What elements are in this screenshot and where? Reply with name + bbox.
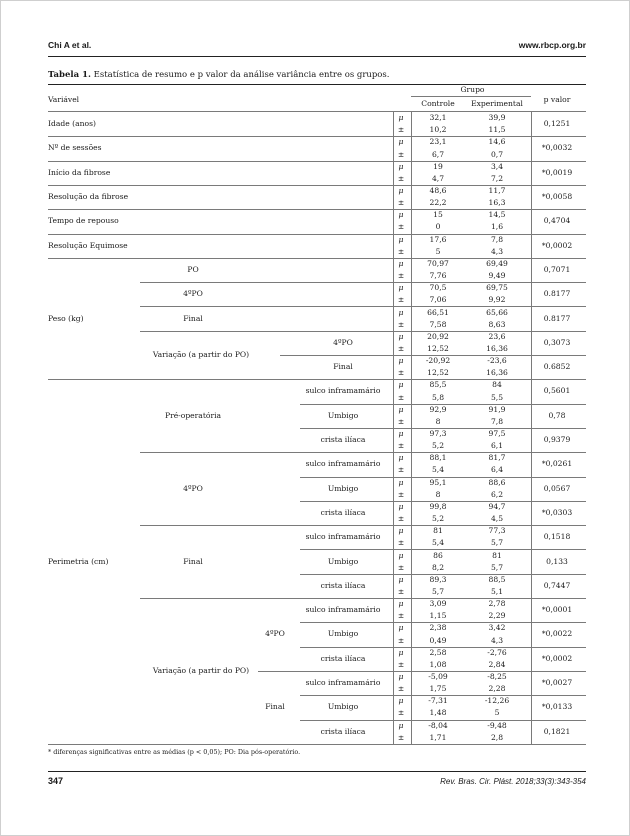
value-sd-experimental: 6,2: [490, 489, 504, 499]
value-p: 0,1251: [543, 119, 571, 129]
value-sd-experimental: 9,92: [488, 295, 506, 305]
value-sd-experimental: 4,3: [490, 246, 504, 256]
value-mean-experimental: 7,8: [490, 234, 504, 244]
value-p: 0,5601: [543, 386, 571, 396]
mean-symbol: μ: [398, 599, 404, 609]
value-sd-experimental: 4,3: [490, 635, 504, 645]
value-mean-control: 70,5: [429, 283, 447, 293]
mean-symbol: μ: [398, 161, 404, 171]
subgroup-divider: [140, 452, 586, 453]
row-label-site: sulco inframamário: [305, 605, 381, 615]
value-sd-experimental: 9,49: [488, 271, 506, 281]
site-divider: [300, 428, 586, 429]
value-p: 0,133: [546, 556, 568, 566]
value-sd-experimental: 16,36: [486, 344, 508, 354]
value-mean-experimental: 97,5: [488, 429, 506, 439]
site-divider: [300, 622, 586, 623]
row-label-site: crista ilíaca: [320, 653, 366, 663]
mean-symbol: μ: [398, 720, 404, 730]
value-sd-control: 7,58: [429, 319, 447, 329]
site-divider: [300, 695, 586, 696]
value-mean-control: 95,1: [429, 477, 447, 487]
value-mean-experimental: -12,26: [484, 696, 510, 706]
row-label-site: Umbigo: [327, 410, 359, 420]
value-mean-experimental: 69,75: [486, 283, 508, 293]
table-footnote: * diferenças significativas entre as médias (p < 0,05); PO: Dia pós-operatório.: [48, 748, 301, 756]
row-label-site: sulco inframamário: [305, 532, 381, 542]
row-label-subgroup: PO: [187, 265, 199, 275]
value-mean-control: 85,5: [429, 380, 447, 390]
value-sd-control: 6,7: [431, 149, 445, 159]
value-mean-experimental: -23,6: [487, 356, 507, 366]
mean-symbol: μ: [398, 186, 404, 196]
value-sd-control: 5,2: [431, 514, 445, 524]
value-p: *0,0032: [541, 143, 573, 153]
row-label-site: crista ilíaca: [320, 581, 366, 591]
sd-symbol: ±: [397, 441, 405, 451]
site-divider: [300, 404, 586, 405]
value-sd-control: 5,7: [431, 587, 445, 597]
subgroup-divider: [140, 282, 586, 283]
value-sd-control: 1,71: [429, 732, 447, 742]
row-label-subgroup: Pré-operatória: [164, 410, 222, 420]
value-p: *0,0303: [541, 508, 573, 518]
value-sd-experimental: 11,5: [488, 125, 506, 135]
value-sd-experimental: 5,7: [490, 562, 504, 572]
row-label-subgroup: Variação (a partir do PO): [152, 666, 250, 676]
period-divider: [258, 671, 586, 672]
value-p: *0,0058: [541, 192, 573, 202]
row-label-site: sulco inframamário: [305, 459, 381, 469]
value-sd-control: 5,2: [431, 441, 445, 451]
section-divider: [48, 234, 586, 235]
value-mean-control: 19: [433, 161, 443, 171]
site-divider: [300, 549, 586, 550]
mean-symbol: μ: [398, 502, 404, 512]
running-head-website: www.rbcp.org.br: [518, 40, 586, 50]
section-divider: [48, 379, 586, 380]
mean-symbol: μ: [398, 647, 404, 657]
mean-symbol: μ: [398, 332, 404, 341]
value-mean-control: -20,92: [425, 356, 451, 366]
symbol-column-rule: [393, 112, 394, 744]
column-header-group: Grupo: [460, 85, 485, 95]
value-sd-control: 8: [435, 489, 441, 499]
value-mean-experimental: 88,6: [488, 477, 506, 487]
value-p: *0,0261: [541, 459, 573, 469]
running-head-authors: Chi A et al.: [48, 40, 92, 50]
value-mean-control: 3,09: [429, 599, 447, 609]
value-sd-experimental: 2,29: [488, 611, 506, 621]
sd-symbol: ±: [397, 344, 405, 354]
sd-symbol: ±: [397, 319, 405, 329]
value-mean-experimental: 2,78: [488, 599, 506, 609]
value-sd-control: 12,52: [427, 344, 449, 354]
row-label-period: 4ºPO: [333, 338, 353, 348]
value-sd-experimental: 0,7: [490, 149, 504, 159]
value-p: 0,7447: [543, 581, 571, 591]
value-sd-experimental: 16,3: [488, 198, 506, 208]
value-mean-control: 23,1: [429, 137, 447, 147]
subgroup-divider: [140, 525, 586, 526]
row-label-variable: Resolução da fibrose: [48, 192, 129, 202]
value-sd-control: 7,76: [429, 271, 447, 281]
column-header-experimental: Experimental: [471, 99, 523, 109]
value-sd-control: 5,4: [431, 465, 445, 475]
sd-symbol: ±: [397, 271, 405, 281]
row-label-variable: Início da fibrose: [48, 167, 111, 177]
value-sd-control: 5,4: [431, 538, 445, 548]
table-caption-text: Estatística de resumo e p valor da análise variância entre os grupos.: [90, 70, 390, 80]
table-top-rule: [48, 84, 586, 85]
value-sd-control: 12,52: [427, 368, 449, 378]
value-mean-experimental: 11,7: [488, 186, 506, 196]
section-divider: [48, 744, 586, 745]
value-sd-experimental: 1,6: [490, 222, 504, 232]
footer-rule: [48, 771, 586, 772]
row-label-site: Umbigo: [327, 556, 359, 566]
sd-symbol: ±: [397, 368, 405, 378]
sd-symbol: ±: [397, 538, 405, 548]
mean-symbol: μ: [398, 234, 404, 244]
value-mean-experimental: 77,3: [488, 526, 506, 536]
value-mean-experimental: -2,76: [487, 647, 507, 657]
sd-symbol: ±: [397, 514, 405, 524]
value-mean-control: 15: [433, 210, 443, 220]
row-label-site: crista ilíaca: [320, 435, 366, 445]
mean-symbol: μ: [398, 429, 404, 439]
value-p: 0.8177: [543, 313, 571, 323]
row-label-period: 4ºPO: [265, 629, 285, 639]
value-mean-control: -5,09: [428, 672, 448, 682]
row-label-site: sulco inframamário: [305, 386, 381, 396]
value-sd-control: 0,49: [429, 635, 447, 645]
mean-symbol: μ: [398, 210, 404, 220]
value-p: 0,1518: [543, 532, 571, 542]
sd-symbol: ±: [397, 125, 405, 135]
sd-symbol: ±: [397, 417, 405, 426]
value-mean-experimental: 88,5: [488, 575, 506, 584]
row-label-site: crista ilíaca: [320, 508, 366, 518]
column-header-control: Controle: [421, 99, 455, 109]
mean-symbol: μ: [398, 623, 404, 633]
value-mean-experimental: 81: [492, 550, 502, 560]
row-label-subgroup: Final: [183, 313, 203, 323]
sd-symbol: ±: [397, 222, 405, 232]
sd-symbol: ±: [397, 732, 405, 742]
value-sd-control: 10,2: [429, 125, 447, 135]
journal-citation: Rev. Bras. Cir. Plást. 2018;33(3):343-354: [440, 777, 586, 786]
value-sd-control: 5,8: [431, 392, 445, 402]
value-mean-experimental: 14,6: [488, 137, 506, 147]
value-mean-control: 66,51: [427, 307, 449, 317]
value-sd-experimental: 4,5: [490, 514, 504, 524]
row-label-subgroup: 4ºPO: [183, 483, 203, 493]
value-mean-control: 32,1: [429, 113, 447, 123]
value-sd-control: 1,15: [429, 611, 447, 621]
value-mean-experimental: -8,25: [487, 672, 507, 682]
mean-symbol: μ: [398, 113, 404, 123]
value-mean-experimental: 94,7: [488, 502, 506, 512]
value-mean-experimental: 14,5: [488, 210, 506, 220]
row-label-variable: Resolução Equimose: [48, 240, 128, 250]
value-mean-control: 81: [433, 526, 443, 536]
column-header-variable: Variável: [48, 95, 80, 105]
value-mean-experimental: 39,9: [488, 113, 506, 123]
value-p: 0,9379: [543, 435, 571, 445]
value-mean-control: -7,31: [428, 696, 448, 706]
value-mean-control: 97,3: [429, 429, 447, 439]
value-p: 0,78: [548, 410, 566, 420]
mean-symbol: μ: [398, 526, 404, 536]
row-label-subgroup: Final: [183, 556, 203, 566]
group-header-rule: [411, 96, 531, 97]
value-p: *0,0002: [541, 240, 573, 250]
value-sd-control: 8,2: [431, 562, 445, 572]
value-sd-control: 0: [435, 222, 441, 232]
sd-symbol: ±: [397, 174, 405, 183]
value-mean-experimental: 23,6: [488, 332, 506, 341]
row-label-variable: Peso (kg): [48, 313, 84, 323]
value-sd-control: 5: [435, 246, 441, 256]
value-mean-experimental: 84: [492, 380, 502, 390]
header-bottom-rule: [48, 111, 586, 112]
value-sd-experimental: 6,1: [490, 441, 504, 451]
value-p: 0.8177: [543, 289, 571, 299]
value-mean-control: 20,92: [427, 332, 449, 341]
sd-symbol: ±: [397, 198, 405, 208]
sd-symbol: ±: [397, 295, 405, 305]
sd-symbol: ±: [397, 392, 405, 402]
value-mean-experimental: 69,49: [486, 259, 508, 269]
site-divider: [300, 647, 586, 648]
sd-symbol: ±: [397, 489, 405, 499]
value-p: 0,7071: [543, 265, 571, 275]
value-sd-experimental: 2,8: [490, 732, 504, 742]
site-divider: [300, 477, 586, 478]
row-label-site: Umbigo: [327, 483, 359, 493]
value-mean-experimental: 91,9: [488, 404, 506, 414]
value-mean-control: 99,8: [429, 502, 447, 512]
value-mean-control: 17,6: [429, 234, 447, 244]
mean-symbol: μ: [398, 575, 404, 584]
sd-symbol: ±: [397, 246, 405, 256]
value-mean-control: -8,04: [428, 720, 448, 730]
value-sd-control: 1,48: [429, 708, 447, 718]
row-label-site: Umbigo: [327, 702, 359, 712]
site-divider: [300, 501, 586, 502]
value-sd-control: 22,2: [429, 198, 447, 208]
sd-symbol: ±: [397, 465, 405, 475]
mean-symbol: μ: [398, 404, 404, 414]
mean-symbol: μ: [398, 356, 404, 366]
section-divider: [48, 161, 586, 162]
sd-symbol: ±: [397, 660, 405, 669]
value-mean-control: 86: [433, 550, 443, 560]
value-p: *0,0001: [541, 605, 573, 615]
value-sd-control: 1,08: [429, 660, 447, 669]
value-sd-experimental: 7,2: [490, 174, 504, 183]
sd-symbol: ±: [397, 562, 405, 572]
row-label-variable: Idade (anos): [48, 119, 96, 129]
mean-symbol: μ: [398, 137, 404, 147]
sd-symbol: ±: [397, 587, 405, 597]
value-sd-experimental: 7,8: [490, 417, 504, 426]
value-sd-experimental: 8,63: [488, 319, 506, 329]
value-sd-experimental: 5,5: [490, 392, 504, 402]
mean-symbol: μ: [398, 672, 404, 682]
value-p: *0,0133: [541, 702, 573, 712]
value-sd-experimental: 16,36: [486, 368, 508, 378]
value-mean-control: 92,9: [429, 404, 447, 414]
value-sd-experimental: 5,7: [490, 538, 504, 548]
mean-symbol: μ: [398, 696, 404, 706]
row-label-site: sulco inframamário: [305, 678, 381, 688]
page-number: 347: [48, 776, 64, 786]
row-label-variable: Nº de sessões: [48, 143, 102, 153]
table-caption-label: Tabela 1.: [48, 70, 91, 80]
row-label-period: Final: [333, 362, 353, 372]
sd-symbol: ±: [397, 684, 405, 694]
value-mean-experimental: 65,66: [486, 307, 508, 317]
sd-symbol: ±: [397, 611, 405, 621]
value-mean-experimental: -9,48: [487, 720, 507, 730]
site-divider: [300, 574, 586, 575]
value-p: 0,4704: [543, 216, 571, 226]
subgroup-divider: [140, 331, 586, 332]
value-sd-control: 7,06: [429, 295, 447, 305]
row-label-site: Umbigo: [327, 629, 359, 639]
value-p: *0,0019: [541, 167, 573, 177]
row-label-site: crista ilíaca: [320, 726, 366, 736]
value-mean-experimental: 3,42: [488, 623, 506, 633]
value-p: 0.6852: [543, 362, 571, 372]
mean-symbol: μ: [398, 259, 404, 269]
value-p: *0,0022: [541, 629, 573, 639]
mean-symbol: μ: [398, 380, 404, 390]
sd-symbol: ±: [397, 149, 405, 159]
sd-symbol: ±: [397, 708, 405, 718]
value-mean-control: 70,97: [427, 259, 449, 269]
value-p: 0,3073: [543, 338, 571, 348]
value-sd-experimental: 5: [494, 708, 500, 718]
value-sd-experimental: 2,28: [488, 684, 506, 694]
value-p: *0,0002: [541, 653, 573, 663]
site-divider: [300, 720, 586, 721]
row-label-variable: Perimetria (cm): [48, 556, 109, 566]
data-column-left-rule: [411, 112, 412, 744]
row-label-variable: Tempo de repouso: [48, 216, 119, 226]
value-mean-control: 2,38: [429, 623, 447, 633]
row-label-period: Final: [265, 702, 285, 712]
mean-symbol: μ: [398, 477, 404, 487]
value-sd-experimental: 5,1: [490, 587, 504, 597]
value-mean-experimental: 81,7: [488, 453, 506, 463]
mean-symbol: μ: [398, 307, 404, 317]
data-column-right-rule: [531, 112, 532, 744]
column-header-p-value: p valor: [543, 95, 571, 105]
value-mean-experimental: 3,4: [490, 161, 504, 171]
value-p: 0,1821: [543, 726, 571, 736]
value-sd-control: 4,7: [431, 174, 445, 183]
subgroup-divider: [140, 306, 586, 307]
value-mean-control: 48,6: [429, 186, 447, 196]
mean-symbol: μ: [398, 453, 404, 463]
value-mean-control: 89,3: [429, 575, 447, 584]
value-p: *0,0027: [541, 678, 573, 688]
value-sd-experimental: 6,4: [490, 465, 504, 475]
value-sd-control: 8: [435, 417, 441, 426]
value-sd-control: 1,75: [429, 684, 447, 694]
value-p: 0,0567: [543, 483, 571, 493]
row-label-subgroup: Variação (a partir do PO): [152, 350, 250, 360]
row-label-subgroup: 4ºPO: [183, 289, 203, 299]
value-mean-control: 2,58: [429, 647, 447, 657]
value-sd-experimental: 2,84: [488, 660, 506, 669]
subgroup-divider: [140, 598, 586, 599]
mean-symbol: μ: [398, 283, 404, 293]
mean-symbol: μ: [398, 550, 404, 560]
value-mean-control: 88,1: [429, 453, 447, 463]
sd-symbol: ±: [397, 635, 405, 645]
